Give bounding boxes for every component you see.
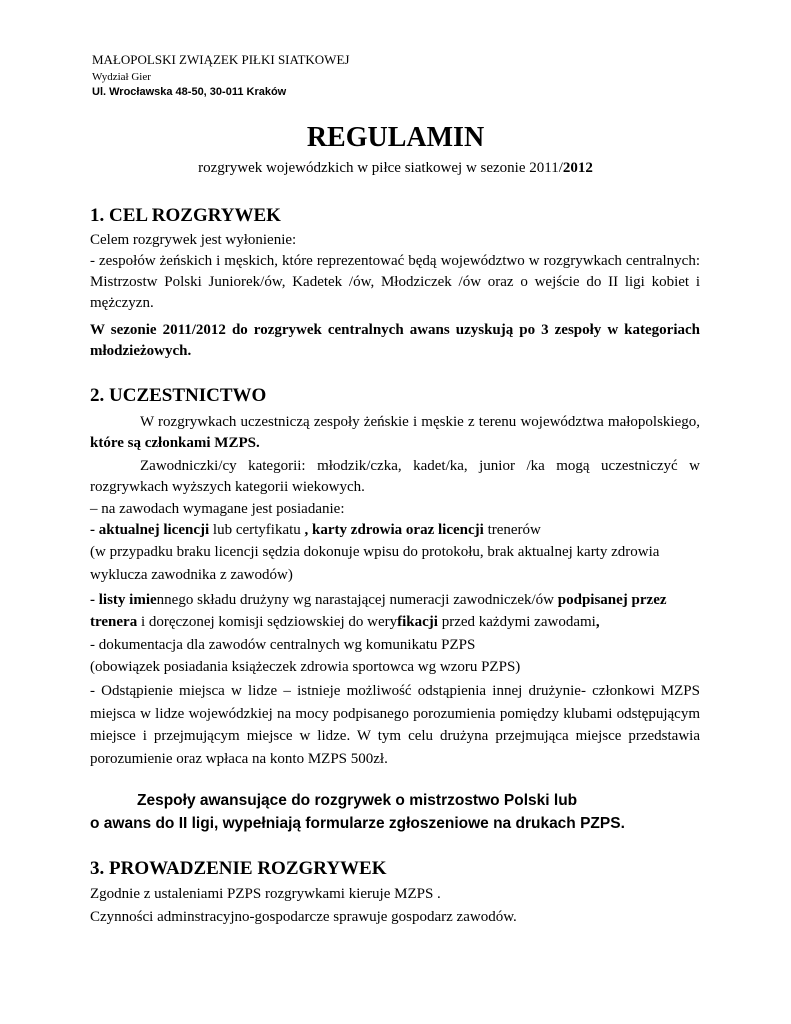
req-comma: ,: [595, 614, 600, 630]
requirement-note-line-1: (w przypadku braku licencji sędzia dokonuje wpisu do protokołu, brak aktualnej karty zdrowia: [90, 544, 660, 560]
requirement-health-books: (obowiązek posiadania książeczek zdrowia sportowca wg wzoru PZPS): [90, 659, 521, 675]
promotion-note-line-2: o awans do II ligi, wypełniają formularze zgłoszeniowe na drukach PZPS.: [90, 815, 625, 832]
req-health-card: , karty zdrowia oraz licencji: [304, 522, 484, 538]
organization-address: Ul. Wrocławska 48-50, 30-011 Kraków: [92, 86, 287, 98]
section-3-line-1: Zgodnie z ustaleniami PZPS rozgrywkami kieruje MZPS .: [90, 886, 441, 902]
promotion-note-line-1: Zespoły awansujące do rozgrywek o mistrzostwo Polski lub: [137, 792, 578, 809]
requirement-note-line-2: wyklucza zawodnika z zawodów): [90, 567, 293, 583]
section-2-p1-text: W rozgrywkach uczestniczą zespoły żeńskie i męskie z terenu województwa małopolskiego,: [140, 414, 700, 430]
section-2-p1-bold: które są członkami MZPS.: [90, 435, 260, 451]
req-verification: fikacji: [397, 614, 438, 630]
department-name: Wydział Gier: [92, 71, 151, 83]
section-2-heading: 2. UCZESTNICTWO: [90, 385, 267, 406]
section-1-paragraph: - zespołów żeńskich i męskich, które reprezentować będą województwo w rozgrywkach centralnych: Mistrzostw Polski Juniorek/ów, Kadetek /ów, Młodziczek /ów oraz o wejście do II ligi kobiet i mężczyzn.: [90, 253, 700, 311]
req-roster-bold: - listy imie: [90, 592, 157, 608]
section-1-heading: 1. CEL ROZGRYWEK: [90, 205, 281, 226]
req-licence-bold: - aktualnej licencji: [90, 522, 210, 538]
requirement-documentation: - dokumentacja dla zawodów centralnych wg komunikatu PZPS: [90, 637, 476, 653]
section-1-bold-paragraph: W sezonie 2011/2012 do rozgrywek centralnych awans uzyskują po 3 zespoły w kategoriach młodzieżowych.: [90, 322, 700, 359]
section-1-intro: Celem rozgrywek jest wyłonienie:: [90, 232, 297, 248]
req-roster-signed: podpisanej przez: [557, 592, 667, 608]
section-2-requirements-intro: – na zawodach wymagane jest posiadanie:: [90, 501, 345, 517]
document-title: REGULAMIN: [306, 122, 485, 153]
section-3-heading: 3. PROWADZENIE ROZGRYWEK: [90, 858, 387, 879]
document-subtitle: [0, 160, 791, 177]
req-coaches: trenerów: [483, 522, 541, 538]
req-certificate: lub certyfikatu: [209, 522, 305, 538]
requirement-coach-line: [90, 612, 600, 633]
section-2-paragraph-1: [90, 412, 700, 454]
req-coach-bold: trenera: [90, 614, 138, 630]
req-delivered: i doręczonej komisji sędziowskiej do wery: [137, 614, 398, 630]
requirement-roster-line: [90, 590, 667, 611]
requirement-licence-line: [90, 520, 541, 541]
req-roster-text: nnego składu drużyny wg narastającej numeracji zawodniczek/ów: [156, 592, 558, 608]
organization-name: MAŁOPOLSKI ZWIĄZEK PIŁKI SIATKOWEJ: [92, 52, 350, 67]
section-2-paragraph-2: Zawodniczki/cy kategorii: młodzik/czka, kadet/ka, junior /ka mogą uczestniczyć w rozgrywkach wyższych kategorii wiekowych.: [90, 458, 700, 495]
section-2-paragraph-transfer: - Odstąpienie miejsca w lidze – istnieje możliwość odstąpienia innej drużynie- członkowi MZPS miejsca w lidze wojewódzkiej na mocy podpisanego porozumienia pomiędzy klubami odstępującym miejsce i przejmującym miejsce w lidze. W tym celu drużyna przejmująca miejsce przedstawia porozumienie oraz wpłaca na konto MZPS 500zł.: [90, 683, 700, 767]
req-before-matches: przed każdymi zawodami: [437, 614, 596, 630]
subtitle-text: rozgrywek wojewódzkich w piłce siatkowej w sezonie 2011/: [198, 160, 563, 176]
subtitle-year: 2012: [562, 160, 593, 176]
section-3-line-2: Czynności adminstracyjno-gospodarcze sprawuje gospodarz zawodów.: [90, 909, 517, 925]
